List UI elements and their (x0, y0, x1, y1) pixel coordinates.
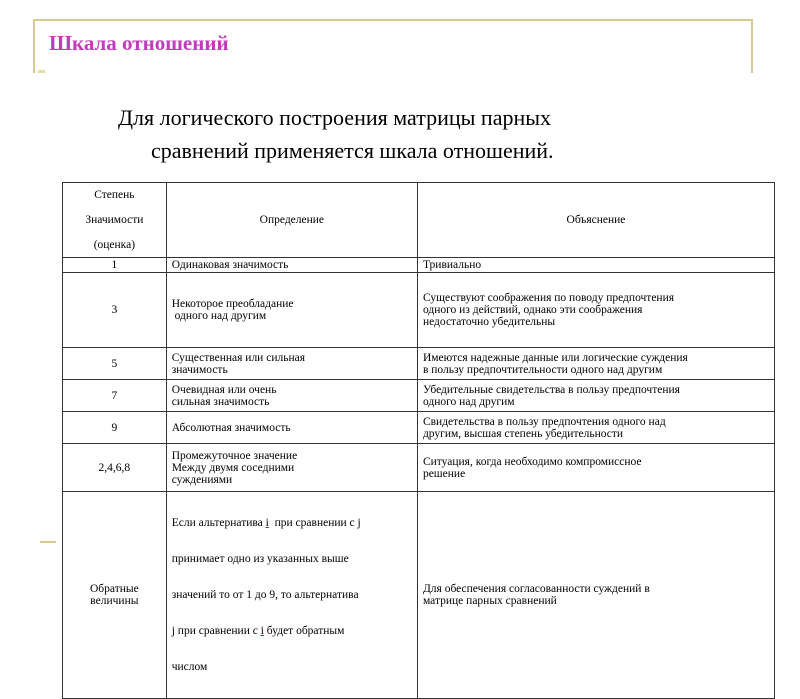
cell-line: Существуют соображения по поводу предпочтения (422, 292, 675, 304)
cell-degree (63, 492, 167, 699)
cell-line: принимает одно из указанных выше (171, 553, 349, 565)
cell-degree: 3 (63, 273, 167, 348)
cell-explanation (417, 492, 774, 699)
cell-line: Абсолютная значимость (171, 421, 291, 434)
header-explanation: Объяснение (417, 183, 774, 258)
cell-line: числом (171, 661, 208, 673)
cell-definition (166, 273, 417, 348)
cell-line: решение (422, 467, 466, 480)
cell-line (172, 625, 412, 637)
cell-line: Свидетельства в пользу предпочтения одного над (422, 415, 666, 428)
cell-text: при сравнении с j (268, 517, 361, 529)
cell-line: Убедительные свидетельства в пользу предпочтения (422, 383, 680, 396)
cell-text: j при сравнении с (171, 625, 261, 637)
table-header-row (63, 183, 775, 258)
cell-line: Некоторое преобладание (171, 298, 294, 310)
slide-title: Шкала отношений (49, 31, 229, 55)
decor-line-top (33, 19, 753, 21)
table-row (63, 444, 775, 492)
cell-definition (166, 380, 417, 412)
cell-line: Обратные (90, 583, 139, 595)
decor-mark (38, 70, 45, 73)
header-text: Степень (94, 188, 135, 201)
header-degree (63, 183, 167, 258)
cell-line: Между двумя соседними (171, 461, 295, 474)
cell-definition (166, 492, 417, 699)
cell-text: i (265, 517, 269, 529)
cell-definition (166, 348, 417, 380)
cell-text: i (260, 625, 264, 637)
cell-line: другим, высшая степень убедительности (422, 427, 624, 440)
cell-explanation (417, 348, 774, 380)
decor-line-left (33, 19, 35, 73)
cell-line: матрице парных сравнений (422, 595, 557, 607)
cell-line: одного из действий, однако эти соображения (422, 304, 643, 316)
cell-line: Существенная или сильная (171, 351, 306, 364)
header-definition: Определение (166, 183, 417, 258)
table-row (63, 273, 775, 348)
cell-line: значимость (171, 363, 228, 376)
slide-subtitle (100, 101, 720, 167)
cell-line: Ситуация, когда необходимо компромиссное (422, 455, 642, 468)
header-text: (оценка) (93, 238, 136, 251)
table-row (63, 348, 775, 380)
cell-definition (166, 258, 417, 273)
cell-line: Тривиально (422, 259, 482, 271)
cell-line: недостаточно убедительны (422, 316, 556, 328)
cell-degree: 2,4,6,8 (63, 444, 167, 492)
cell-line: величины (90, 595, 139, 607)
cell-explanation (417, 380, 774, 412)
cell-line (172, 517, 412, 529)
table-row (63, 492, 775, 699)
cell-definition (166, 444, 417, 492)
cell-line: одного над другим (422, 395, 515, 408)
decor-line-right (751, 19, 753, 73)
cell-line: в пользу предпочтительности одного над другим (422, 363, 663, 376)
cell-line: Одинаковая значимость (171, 259, 289, 271)
cell-text: Если альтернатива (171, 517, 266, 529)
cell-line: значений то от 1 до 9, то альтернатива (171, 589, 359, 601)
cell-degree: 7 (63, 380, 167, 412)
cell-line: Промежуточное значение (171, 449, 298, 462)
cell-degree: 9 (63, 412, 167, 444)
table-row (63, 412, 775, 444)
table-row (63, 380, 775, 412)
subtitle-line: сравнений применяется шкала отношений. (151, 138, 554, 163)
cell-degree: 1 (63, 258, 167, 273)
cell-degree: 5 (63, 348, 167, 380)
cell-explanation (417, 444, 774, 492)
cell-line: Имеются надежные данные или логические суждения (422, 351, 688, 364)
table-row (63, 258, 775, 273)
cell-line: Очевидная или очень (171, 383, 277, 396)
cell-line: суждениями (171, 473, 233, 486)
cell-definition (166, 412, 417, 444)
header-text: Значимости (85, 213, 144, 226)
ratio-scale-table (62, 182, 775, 699)
cell-line: одного над другим (171, 310, 267, 322)
subtitle-line: Для логического построения матрицы парных (118, 105, 552, 130)
cell-explanation (417, 258, 774, 273)
cell-line: сильная значимость (171, 395, 270, 408)
cell-explanation (417, 412, 774, 444)
cell-text: будет обратным (263, 625, 345, 637)
cell-explanation (417, 273, 774, 348)
cell-line: Для обеспечения согласованности суждений в (422, 583, 650, 595)
decor-line-bottom (40, 541, 56, 543)
